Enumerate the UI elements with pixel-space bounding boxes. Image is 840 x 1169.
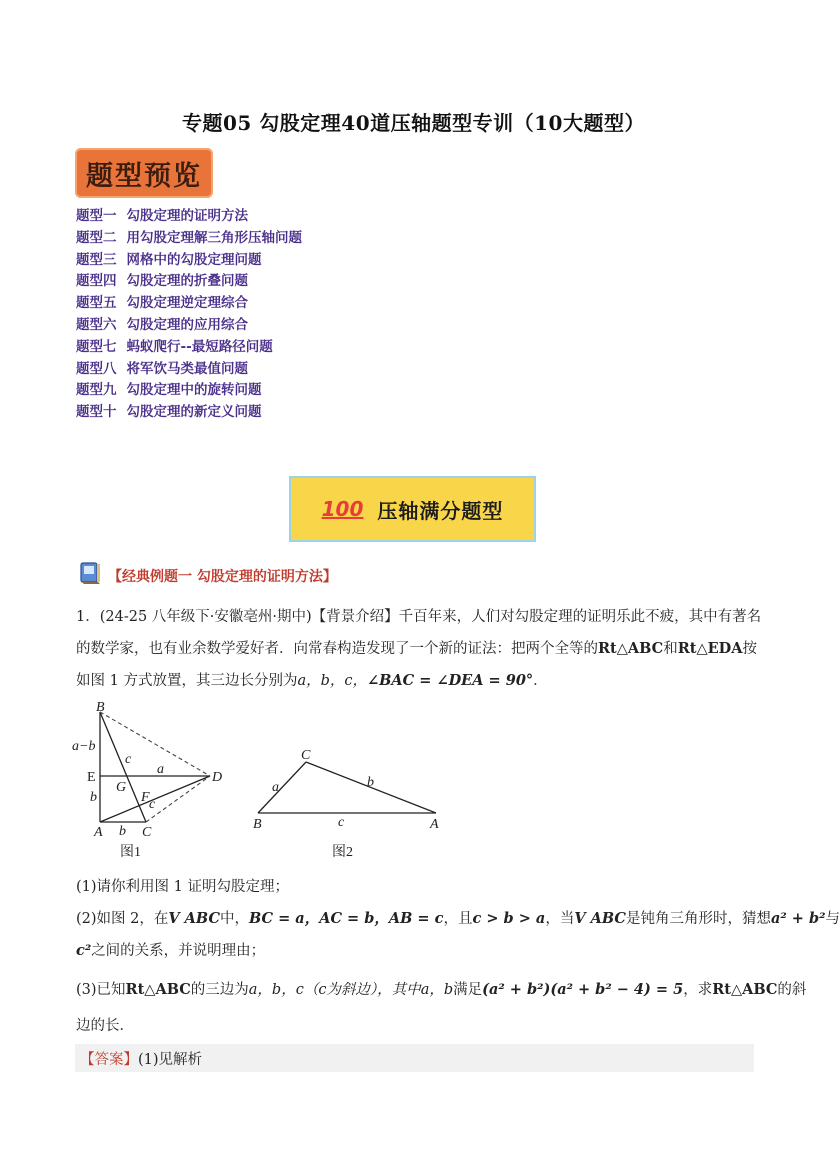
- fig2-label: a: [272, 780, 279, 795]
- topic-item[interactable]: [76, 380, 302, 402]
- question-2-cont: [76, 939, 265, 960]
- topic-number: 题型五: [76, 295, 117, 312]
- problem-line: [76, 637, 757, 658]
- fig1-label: G: [116, 780, 127, 795]
- fig1-label: E: [87, 770, 96, 785]
- problem-text: a，b，c，: [297, 673, 368, 689]
- topic-text: 用勾股定理解三角形压轴问题: [126, 229, 302, 246]
- fig1-label: D: [212, 770, 223, 785]
- example-heading: 【经典例题一 勾股定理的证明方法】: [108, 569, 337, 585]
- math-expression: a² + b²: [770, 910, 826, 927]
- hundred-points-icon: 100: [321, 497, 364, 521]
- topic-number: 题型二: [76, 229, 117, 246]
- math-expression: c²: [76, 942, 92, 959]
- topic-text: 网格中的勾股定理问题: [126, 251, 262, 268]
- topic-text: 勾股定理的折叠问题: [126, 273, 248, 290]
- figure-1-caption: 图1: [120, 845, 141, 860]
- fig1-label: b: [90, 790, 97, 805]
- preview-badge: [75, 148, 213, 198]
- fig2-label: C: [301, 748, 311, 763]
- problem-text: a，b，c（c为斜边），其中: [248, 982, 421, 998]
- topic-number: 题型七: [76, 338, 117, 355]
- fig2-side-bc: [258, 762, 306, 813]
- topic-number: 题型一: [76, 208, 117, 224]
- topic-number: 题型十: [76, 404, 117, 421]
- topic-number: 题型八: [76, 360, 117, 377]
- fig1-label: c: [125, 752, 132, 767]
- answer: [80, 1048, 202, 1069]
- problem-text: 中，: [220, 911, 249, 927]
- math-expression: Rt△ABC: [712, 981, 778, 998]
- problem-text: 与: [825, 911, 840, 927]
- problem-text: 的数学家，也有业余数学爱好者．向常春构造发现了一个新的证法：把两个全等的: [76, 641, 598, 657]
- fig2-label: B: [253, 817, 262, 832]
- problem-text: ．: [533, 673, 548, 689]
- math-expression: Rt△ABC: [125, 981, 191, 998]
- problem-text: 如图 1 方式放置，其三边长分别为: [76, 673, 298, 689]
- fig2-label: c: [338, 815, 345, 830]
- topic-number: 题型九: [76, 382, 117, 399]
- fig2-label: A: [430, 817, 439, 832]
- topic-item[interactable]: [76, 206, 302, 228]
- math-expression: ∠BAC = ∠DEA = 90°: [367, 672, 534, 689]
- problem-text: 按: [742, 641, 757, 657]
- book-icon: [78, 560, 104, 586]
- problem-text: (3)已知: [76, 982, 126, 998]
- topic-number: 题型三: [76, 251, 117, 268]
- topic-item[interactable]: [76, 402, 302, 424]
- question-3-cont: 边的长．: [76, 1018, 134, 1034]
- question-3: [76, 978, 806, 999]
- banner-title: 压轴满分题型: [377, 498, 504, 523]
- figure-1: [72, 700, 232, 865]
- fig1-label: C: [142, 825, 152, 840]
- preview-badge-label: 题型预览: [86, 160, 202, 192]
- problem-text: 和: [663, 641, 678, 657]
- question-1: (1)请你利用图 1 证明勾股定理；: [76, 879, 289, 895]
- page-title: 专题05 勾股定理40道压轴题型专训（10大题型）: [182, 111, 645, 135]
- topic-number: 题型六: [76, 316, 117, 333]
- answer-text: (1)见解析: [138, 1052, 203, 1068]
- math-expression: c > b > a: [472, 910, 546, 927]
- problem-text: (2)如图 2，在: [76, 911, 169, 927]
- fig1-label: b: [119, 824, 126, 839]
- figure-2-caption: 图2: [332, 845, 353, 860]
- fig1-label: F: [141, 790, 150, 805]
- fig1-label: a−b: [72, 739, 96, 754]
- topic-item[interactable]: [76, 293, 302, 315]
- problem-text: 之间的关系，并说明理由；: [91, 943, 266, 959]
- math-expression: V ABC: [574, 910, 626, 927]
- figure-2: [250, 748, 450, 865]
- topic-text: 勾股定理中的旋转问题: [126, 382, 262, 399]
- math-expression: (a² + b²)(a² + b² − 4) = 5: [482, 981, 684, 998]
- fig1-label: B: [96, 700, 105, 715]
- topic-text: 勾股定理的证明方法: [126, 208, 248, 224]
- topic-text: 将军饮马类最值问题: [126, 360, 248, 377]
- fig1-label: A: [94, 825, 103, 840]
- topic-number: 题型四: [76, 273, 117, 290]
- problem-text: 满足: [453, 982, 483, 998]
- topic-item[interactable]: [76, 228, 302, 250]
- topic-text: 勾股定理的新定义问题: [126, 404, 262, 421]
- topic-list: [76, 206, 302, 424]
- problem-text: 是钝角三角形时，猜想: [625, 911, 771, 927]
- topic-text: 蚂蚁爬行--最短路径问题: [126, 338, 273, 355]
- topic-text: 勾股定理逆定理综合: [126, 295, 248, 312]
- section-banner: [289, 476, 536, 542]
- topic-item[interactable]: [76, 250, 302, 272]
- fig1-dashed-bd: [100, 712, 210, 776]
- problem-text: ，当: [545, 911, 575, 927]
- topic-item[interactable]: [76, 315, 302, 337]
- fig2-label: b: [367, 775, 374, 790]
- problem-text: 的三边为: [190, 982, 249, 998]
- problem-text: ，且: [443, 911, 473, 927]
- problem-text: 的斜: [777, 982, 807, 998]
- answer-label: 【答案】: [80, 1052, 138, 1068]
- problem-line: [76, 669, 548, 690]
- problem-text: ，求: [683, 982, 713, 998]
- math-expression: BC = a，AC = b，AB = c: [249, 910, 444, 927]
- fig1-label: c: [149, 797, 156, 812]
- question-2: [76, 907, 840, 928]
- fig1-label: a: [157, 762, 164, 777]
- math-expression: Rt△ABC: [598, 640, 664, 657]
- math-expression: Rt△EDA: [677, 640, 743, 657]
- topic-item[interactable]: [76, 359, 302, 381]
- problem-text: a，b: [420, 982, 454, 998]
- problem-line: 1．(24-25 八年级下·安徽亳州·期中)【背景介绍】千百年来，人们对勾股定理的证明乐此不疲，其中有著名: [76, 609, 762, 625]
- math-expression: V ABC: [168, 910, 220, 927]
- topic-text: 勾股定理的应用综合: [126, 316, 248, 333]
- topic-item[interactable]: [76, 337, 302, 359]
- topic-item[interactable]: [76, 271, 302, 293]
